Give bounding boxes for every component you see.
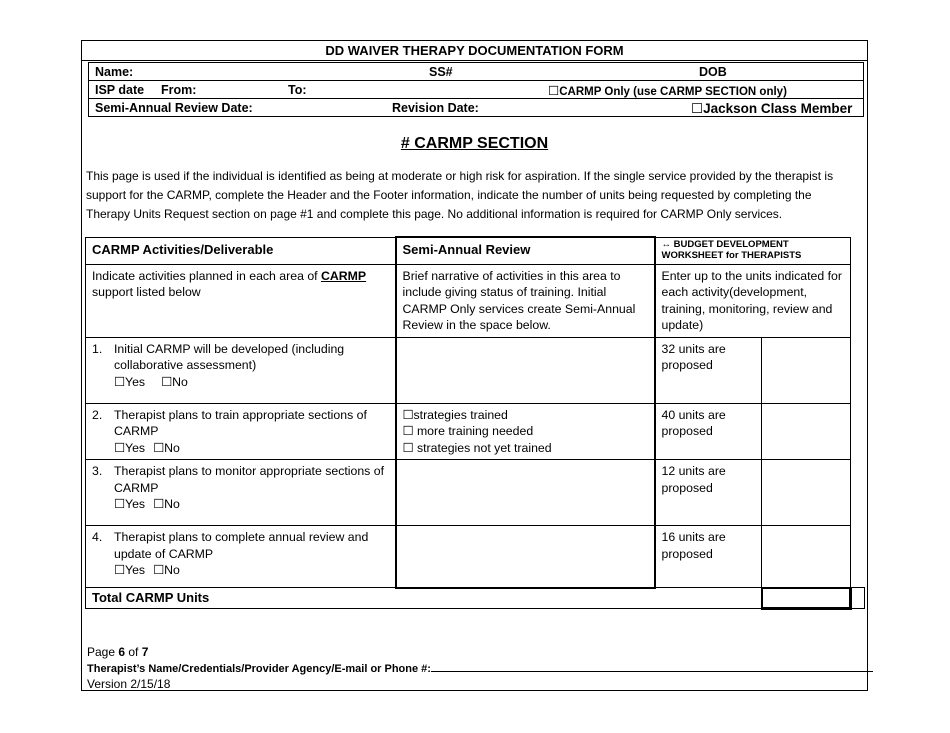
yes-checkbox[interactable]: ☐Yes [114, 374, 146, 389]
activity-row-1: 1. Initial CARMP will be developed (including collaborative assessment) ☐Yes ☐No [86, 337, 396, 403]
no-checkbox[interactable]: ☐No [153, 497, 180, 511]
no-checkbox[interactable]: ☐No [153, 440, 180, 455]
header-row-review [88, 98, 864, 117]
revision-date-label: Revision Date: [392, 101, 479, 115]
yes-checkbox[interactable]: ☐Yes [114, 563, 146, 577]
carmp-table [85, 236, 865, 610]
carmp-only-label: CARMP Only (use CARMP SECTION only) [559, 86, 787, 98]
review-date-label: Semi-Annual Review Date: [95, 101, 253, 115]
therapist-signature-line[interactable] [87, 661, 873, 675]
form-title: DD WAIVER THERAPY DOCUMENTATION FORM [82, 41, 867, 61]
dob-label: DOB [699, 65, 727, 79]
checkbox-icon: ☐ [548, 84, 560, 98]
units-input-2[interactable] [762, 403, 851, 460]
activity-row-3: 3. Therapist plans to monitor appropriate sections of CARMP ☐Yes ☐No [86, 460, 396, 526]
instruction-activities: Indicate activities planned in each area of CARMP support listed below [86, 264, 396, 337]
ss-label: SS# [429, 65, 453, 79]
total-units-label: Total CARMP Units [86, 588, 762, 609]
name-label: Name: [95, 65, 134, 79]
no-checkbox[interactable]: ☐No [153, 563, 180, 577]
review-cell-4[interactable] [396, 526, 655, 588]
units-input-1[interactable] [762, 337, 851, 403]
header-row-name [88, 62, 864, 81]
checkbox-icon: ☐ [691, 101, 704, 116]
version-label: Version 2/15/18 [87, 677, 171, 691]
activity-row-4: 4. Therapist plans to complete annual review and update of CARMP ☐Yes ☐No [86, 526, 396, 588]
col1-header: CARMP Activities/Deliverable [86, 237, 396, 264]
from-label: From: [161, 83, 197, 97]
instruction-budget: Enter up to the units indicated for each activity(development, training, monitoring, review and update) [655, 264, 851, 337]
not-trained-checkbox[interactable]: ☐ strategies not yet trained [402, 440, 552, 455]
col3-header: ↔ BUDGET DEVELOPMENT WORKSHEET for THERAPISTS [655, 237, 851, 264]
strategies-trained-checkbox[interactable]: ☐strategies trained [402, 407, 508, 422]
jackson-class-label: Jackson Class Member [703, 101, 853, 116]
therapist-input-line[interactable] [431, 661, 873, 672]
col2-header: Semi-Annual Review [396, 237, 655, 264]
isp-date-label: ISP date [95, 83, 145, 97]
units-input-4[interactable] [762, 526, 851, 588]
more-training-checkbox[interactable]: ☐ more training needed [402, 424, 534, 438]
units-cell-2: 40 units are proposed [655, 403, 762, 460]
units-cell-4: 16 units are proposed [655, 526, 762, 588]
no-checkbox[interactable]: ☐No [161, 374, 188, 389]
units-input-3[interactable] [762, 460, 851, 526]
section-title: # CARMP SECTION [400, 135, 549, 152]
review-cell-1[interactable] [396, 337, 655, 403]
total-units-input[interactable] [762, 588, 851, 609]
yes-checkbox[interactable]: ☐Yes [114, 497, 146, 511]
units-cell-1: 32 units are proposed [655, 337, 762, 403]
section-intro: This page is used if the individual is identified as being at moderate or high risk for aspiration. If the single service provided by the therapist is support for the CARMP, complete the Header and the Footer information, indicate the number of units being requested by completing the Therapy Units Request section on page #1 and complete this page. No additional information is required for CARMP Only services. [86, 169, 834, 221]
units-cell-3: 12 units are proposed [655, 460, 762, 526]
to-label: To: [288, 83, 307, 97]
yes-checkbox[interactable]: ☐Yes [114, 440, 146, 455]
activity-row-2: 2. Therapist plans to train appropriate sections of CARMP ☐Yes ☐No [86, 403, 396, 460]
page-number: Page 6 of 7 [87, 645, 149, 659]
instruction-review: Brief narrative of activities in this area to include giving status of training. Initial CARMP Only services create Semi-Annual Review in the space below. [396, 264, 655, 337]
review-cell-2 [396, 403, 655, 460]
review-cell-3[interactable] [396, 460, 655, 526]
jackson-class-checkbox[interactable] [691, 101, 852, 117]
carmp-only-checkbox[interactable] [548, 83, 787, 98]
header-row-isp [88, 80, 864, 99]
therapist-label: Therapist’s Name/Credentials/Provider Agency/E-mail or Phone #: [87, 663, 431, 675]
